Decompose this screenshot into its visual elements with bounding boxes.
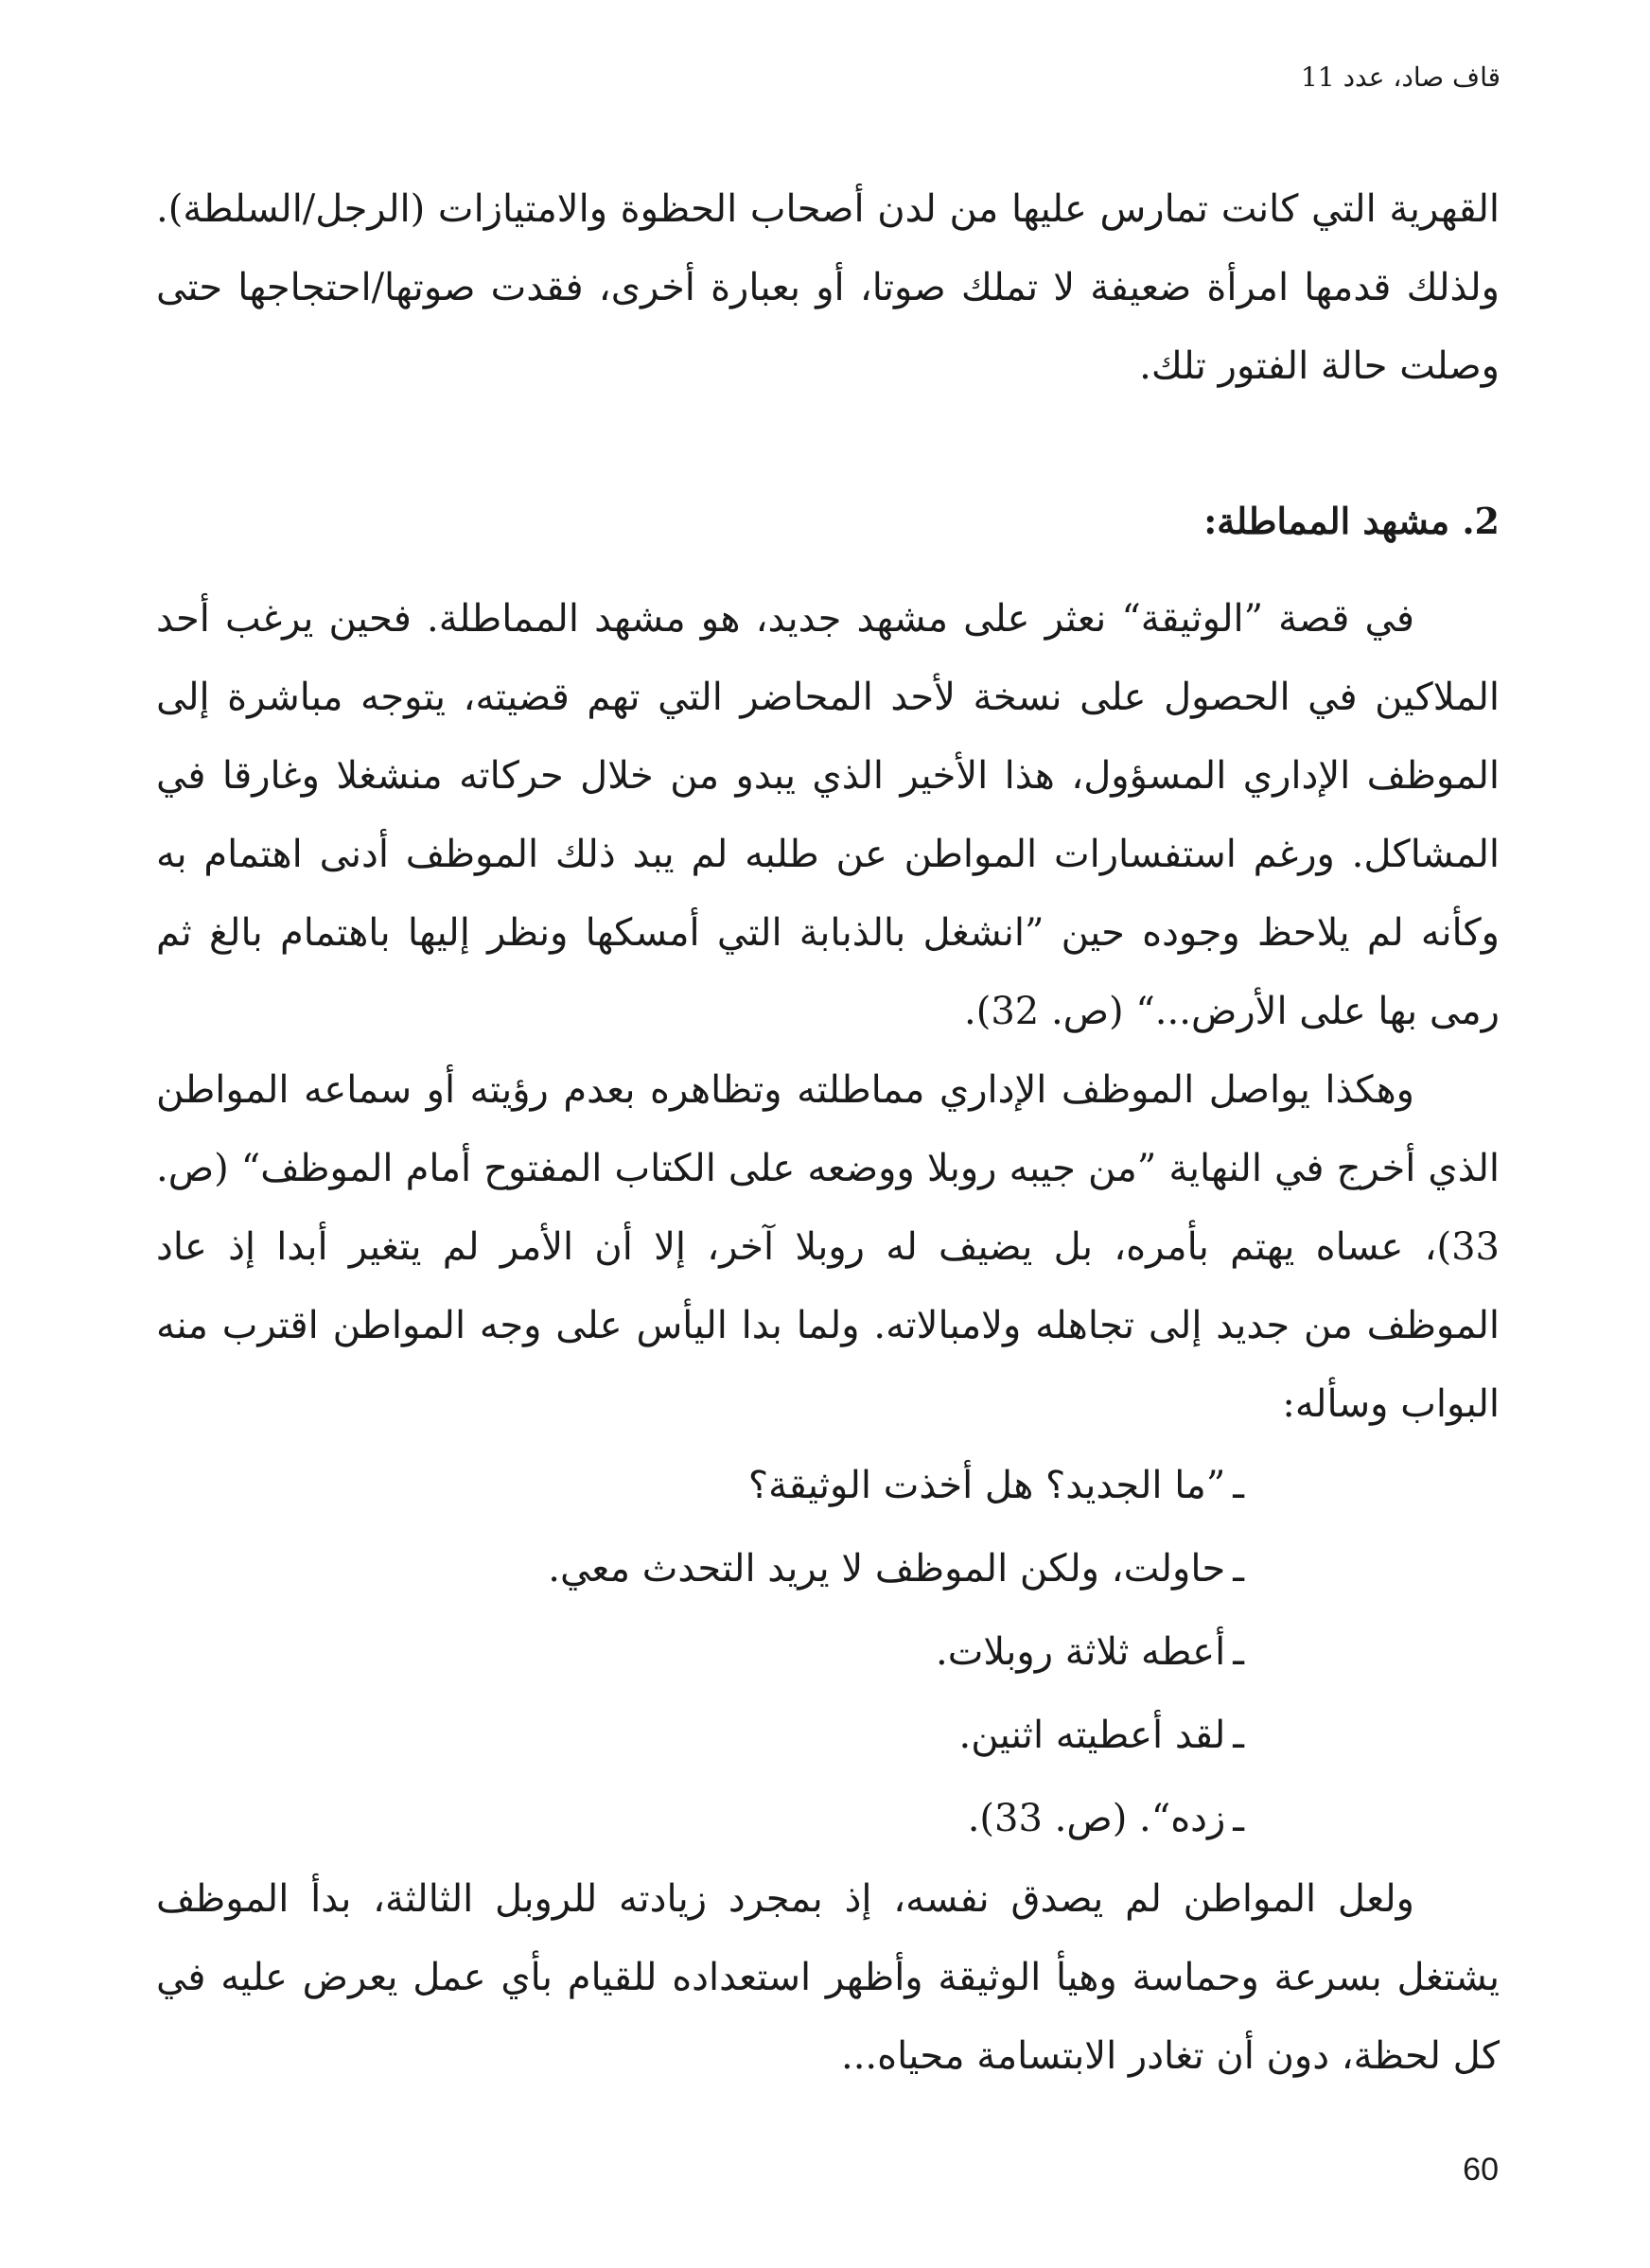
dialogue-dash: ـ (1233, 1630, 1244, 1674)
dialogue-dash: ـ (1233, 1464, 1244, 1507)
dialogue-line (156, 1610, 1500, 1694)
dialogue-text: أعطه ثلاثة روبلات. (936, 1630, 1226, 1674)
dialogue-text: حاولت، ولكن الموظف لا يريد التحدث معي. (548, 1547, 1226, 1591)
dialogue-line (156, 1694, 1500, 1777)
dialogue-line (156, 1527, 1500, 1610)
dialogue-dash: ـ (1233, 1714, 1244, 1757)
dialogue-text: زده“. (ص. 33). (967, 1797, 1226, 1840)
dialogue-line (156, 1444, 1500, 1527)
page-number: 60 (1463, 2152, 1499, 2188)
dialogue-dash: ـ (1233, 1797, 1244, 1840)
dialogue-line (156, 1777, 1500, 1860)
paragraph-conclusion: ولعل المواطن لم يصدق نفسه، إذ بمجرد زيادته للروبل الثالثة، بدأ الموظف يشتغل بسرعة وحماسة وهيأ الوثيقة وأظهر استعداده للقيام بأي عمل يعرض عليه في كل لحظة، دون أن تغادر الابتسامة محياه... (156, 1877, 1500, 2078)
section-heading: 2. مشهد المماطلة: (1203, 500, 1500, 542)
paragraph-continuation: القهرية التي كانت تمارس عليها من لدن أصحاب الحظوة والامتيازات (الرجل/السلطة). ولذلك قدمها امرأة ضعيفة لا تملك صوتا، أو بعبارة أخرى، فقدت صوتها/احتجاجها حتى وصلت حالة الفتور تلك. (156, 187, 1500, 388)
page-content (156, 170, 1500, 2096)
running-header: قاف صاد، عدد 11 (1301, 62, 1501, 93)
dialogue-list (156, 1444, 1500, 1860)
dialogue-text: لقد أعطيته اثنين. (958, 1714, 1226, 1757)
paragraph-document-story: في قصة ”الوثيقة“ نعثر على مشهد جديد، هو مشهد المماطلة. فحين يرغب أحد الملاكين في الحصول على نسخة لأحد المحاضر التي تهم قضيته، يتوجه مباشرة إلى الموظف الإداري المسؤول، هذا الأخير الذي يبدو من خلال حركاته منشغلا وغارقا في المشاكل. ورغم استفسارات المواطن عن طلبه لم يبد ذلك الموظف أدنى اهتمام به وكأنه لم يلاحظ وجوده حين ”انشغل بالذبابة التي أمسكها ونظر إليها باهتمام بالغ ثم رمى بها على الأرض...“ (ص. 32). (156, 597, 1500, 1033)
dialogue-dash: ـ (1233, 1547, 1244, 1591)
paragraph-procrastination: وهكذا يواصل الموظف الإداري مماطلته وتظاهره بعدم رؤيته أو سماعه المواطن الذي أخرج في النهاية ”من جيبه روبلا ووضعه على الكتاب المفتوح أمام الموظف“ (ص. 33)، عساه يهتم بأمره، بل يضيف له روبلا آخر، إلا أن الأمر لم يتغير أبدا إذ عاد الموظف من جديد إلى تجاهله ولامبالاته. ولما بدا اليأس على وجه المواطن اقترب منه البواب وسأله: (156, 1068, 1500, 1426)
dialogue-text: ”ما الجديد؟ هل أخذت الوثيقة؟ (747, 1464, 1226, 1507)
